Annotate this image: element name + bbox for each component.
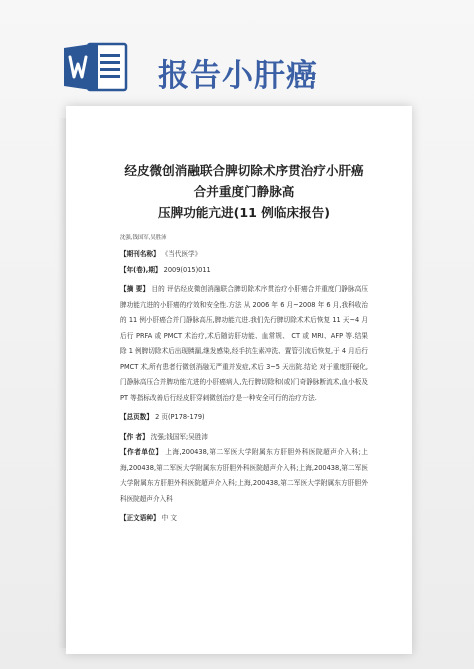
affiliation: 【作者单位】 上海,200438,第二军医大学附属东方肝胆外科医院超声介入科;上海,200438,第二军医大学附属东方肝胆外科医院超声介入科;上海,200438,第二军医大学附属东方肝胆外科医院超声介入科;上海,200438,第二军医大学附属东方肝胆外科医院超声介入科 xyxy=(120,448,368,503)
header xyxy=(0,0,474,110)
document-title: 经皮微创消融联合脾切除术序贯治疗小肝癌合并重度门静脉高 压脾功能亢进(11 例临床报告) xyxy=(124,163,364,220)
volume-issue-row: 【年(卷),期】 2009(015)011 xyxy=(120,265,211,274)
authors-line: 沈强,钱国军,吴胜沛 xyxy=(120,235,167,241)
language-row: 【正文语种】 中 文 xyxy=(120,514,177,522)
header-title: 报告小肝癌 xyxy=(158,58,318,94)
page-count-row: 【总页数】 2 页(P178-179) xyxy=(120,413,205,421)
document-page xyxy=(66,106,412,654)
authors-row: 【作 者】 沈强;钱国军;吴胜沛 xyxy=(120,432,208,441)
word-document-icon xyxy=(62,40,130,94)
abstract: 【摘 要】 目的 评估经皮微创消融联合脾切除术序贯治疗小肝癌合并重度门静脉高压脾功能亢进的小肝癌的疗效和安全性.方法 从 2006 年 6 月~2008 年 6 月,我科收治的 11 例小肝癌合并门静脉高压,脾功能亢进.我们先行脾切除术术后恢复 11 天~4 月后行 PRFA 或 PMCT 术治疗,术后随访肝功能、血常规、 CT 或 MRI、AFP 等.结果 除 1 例脾切除术后出现胰漏,继发感染,经手抗生素冲洗、置管引流后恢复,于 4 月后行 PMCT 术,所有患者行微创消融无严重并发症,术后 3~5 天出院.结论 对于重度肝硬化,门静脉高压合并脾功能亢进的小肝癌病人,先行脾切除和(或)门奇静脉断流术,血小板及 PT 等指标改善后行经皮肝穿刺微创治疗是一种安全可行的治疗方法. xyxy=(120,285,368,402)
document-content xyxy=(120,160,368,527)
journal-name-row: 【期刊名称】 《当代医学》 xyxy=(120,250,202,258)
